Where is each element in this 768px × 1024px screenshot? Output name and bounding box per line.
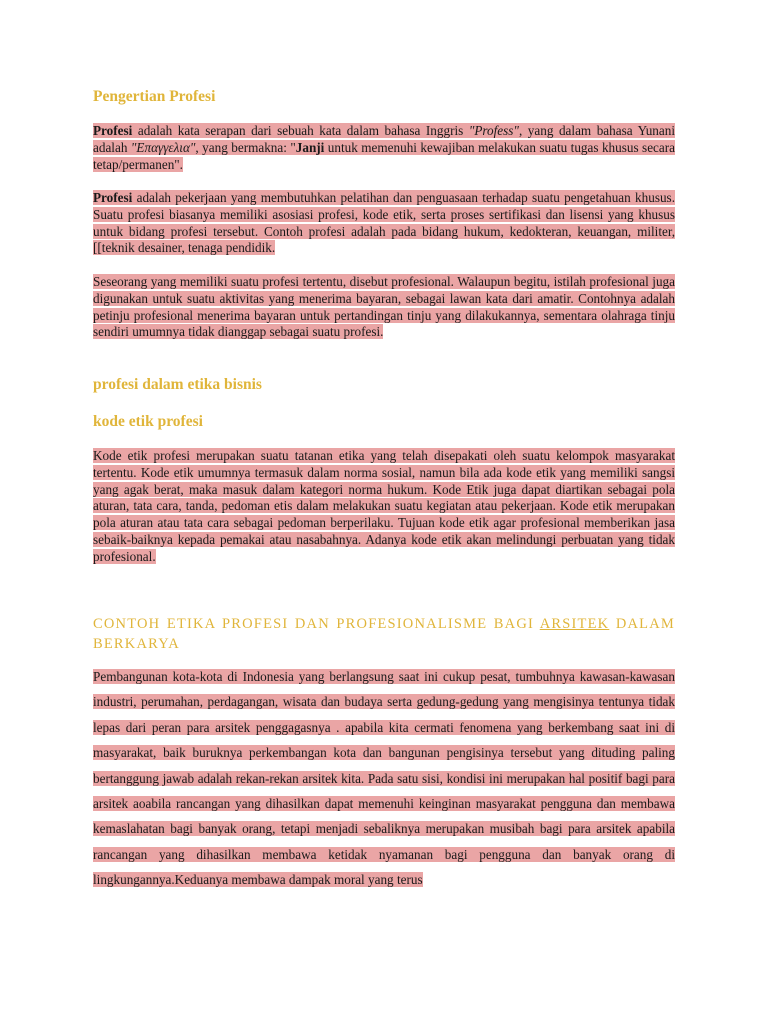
heading-text: CONTOH ETIKA PROFESI DAN PROFESIONALISME BAGI <box>93 616 540 632</box>
paragraph-pembangunan-kota <box>93 664 675 893</box>
paragraph-profesi-pekerjaan <box>93 190 675 257</box>
arsitek-link[interactable]: ARSITEK <box>539 616 610 632</box>
heading-kode-etik-profesi: kode etik profesi <box>93 413 203 430</box>
text-run: , yang dalam bahasa Yunani adalah <box>93 123 675 155</box>
paragraph-profesional <box>93 274 675 341</box>
highlight-span <box>93 190 675 255</box>
heading-text: DALAM BERKARYA <box>93 616 675 652</box>
text-run: , yang bermakna: " <box>195 139 296 155</box>
highlight-span: Pembangunan kota-kota di Indonesia yang berlangsung saat ini cukup pesat, tumbuhnya kawasan-kawasan industri, perumahan, perdagangan, wisata dan budaya serta gedung-gedung yang mengisinya tentunya tidak lepas dari peran para arsitek penggagasnya . apabila kita cermati fenomena yang berkembang saat ini di masyarakat, baik buruknya perkembangan kota dan bangunan pengisinya tersebut yang dituding paling bertanggung jawab adalah rekan-rekan arsitek kita. Pada satu sisi, kondisi ini merupakan hal positif bagi para arsitek aoabila rancangan yang dihasilkan dapat memenuhi keinginan masyarakat pengguna dan membawa kemaslahatan bagi banyak orang, tetapi menjadi sebaliknya merupakan musibah bagi para arsitek apabila rancangan yang dihasilkan membawa ketidak nyamanan bagi pengguna dan banyak orang di lingkungannya.Keduanya membawa dampak moral yang terus <box>93 669 675 888</box>
highlight-span <box>93 123 675 172</box>
term-greek: "Επαγγελια" <box>130 139 196 155</box>
heading-contoh-etika-arsitek <box>93 614 675 654</box>
paragraph-profesi-definition <box>93 123 675 173</box>
term-profesi: Profesi <box>93 190 133 205</box>
term-janji: Janji <box>295 139 325 155</box>
text-run: adalah kata serapan dari sebuah kata dalam bahasa Inggris <box>132 123 469 138</box>
text-run: adalah pekerjaan yang membutuhkan pelatihan dan penguasaan terhadap suatu pengetahuan khusus. Suatu profesi biasanya memiliki asosiasi profesi, kode etik, serta proses sertifikasi dan lisensi yang khusus untuk bidang profesi tersebut. Contoh profesi adalah pada bidang hukum, kedokteran, keuangan, militer,[[teknik desainer, tenaga pendidik. <box>93 190 675 256</box>
heading-pengertian-profesi: Pengertian Profesi <box>93 88 216 105</box>
paragraph-kode-etik <box>93 448 675 566</box>
text-run: untuk memenuhi kewajiban melakukan suatu tugas khusus secara tetap/permanen". <box>93 139 675 172</box>
highlight-span: Kode etik profesi merupakan suatu tatanan etika yang telah disepakati oleh suatu kelompok masyarakat tertentu. Kode etik umumnya termasuk dalam norma sosial, namun bila ada kode etik yang memiliki sangsi yang agak berat, maka masuk dalam kategori norma hukum. Kode Etik juga dapat diartikan sebagai pola aturan, tata cara, tanda, pedoman etis dalam melakukan suatu kegiatan atau pekerjaan. Kode etik merupakan pola aturan atau tata cara sebagai pedoman berperilaku. Tujuan kode etik agar profesional memberikan jasa sebaik-baiknya kepada pemakai atau nasabahnya. Adanya kode etik akan melindungi perbuatan yang tidak profesional. <box>93 448 675 564</box>
term-profesi: Profesi <box>93 123 133 138</box>
highlight-span: Seseorang yang memiliki suatu profesi tertentu, disebut profesional. Walaupun begitu, istilah profesional juga digunakan untuk suatu aktivitas yang menerima bayaran, sebagai lawan kata dari amatir. Contohnya adalah petinju profesional menerima bayaran untuk pertandingan tinju yang dilakukannya, sementara olahraga tinju sendiri umumnya tidak dianggap sebagai suatu profesi. <box>93 274 675 340</box>
heading-profesi-etika-bisnis: profesi dalam etika bisnis <box>93 376 262 393</box>
term-profess: "Profess" <box>468 123 519 138</box>
